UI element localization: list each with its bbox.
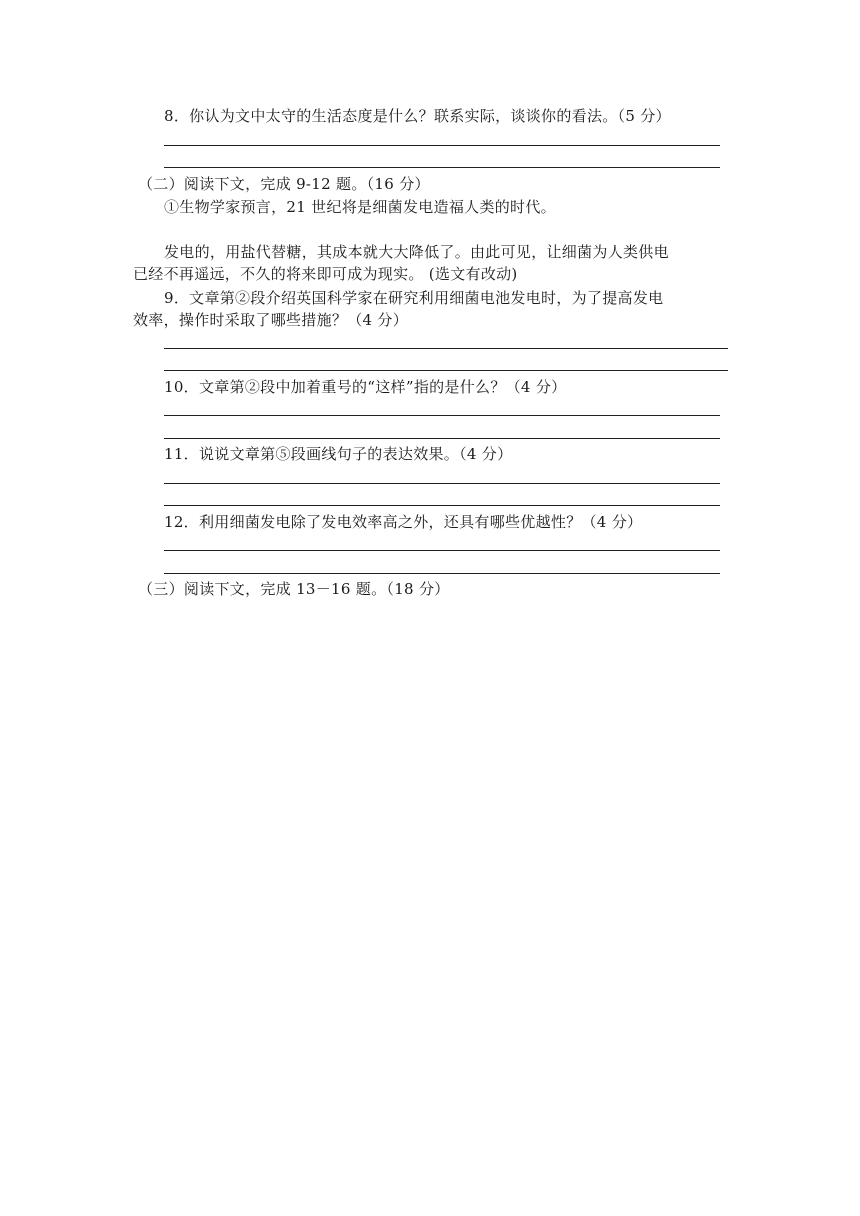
question-9-line-1: 9．文章第②段介绍英国科学家在研究利用细菌电池发电时，为了提高发电 (164, 289, 664, 307)
question-9-line-2: 效率，操作时采取了哪些措施？（4 分） (133, 311, 409, 329)
answer-line[interactable] (164, 505, 720, 506)
answer-line[interactable] (164, 415, 720, 416)
question-10: 10．文章第②段中加着重号的“这样”指的是什么？（4 分） (164, 378, 567, 396)
passage-ending-line-1: 发电的，用盐代替糖，其成本就大大降低了。由此可见，让细菌为人类供电 (164, 243, 669, 261)
answer-line[interactable] (164, 145, 720, 146)
question-11: 11．说说文章第⑤段画线句子的表达效果。（4 分） (164, 445, 513, 463)
passage-paragraph-1: ①生物学家预言，21 世纪将是细菌发电造福人类的时代。 (164, 198, 556, 216)
answer-line[interactable] (164, 573, 720, 574)
answer-line[interactable] (164, 167, 720, 168)
answer-line[interactable] (164, 370, 728, 371)
section-3-heading: （三）阅读下文，完成 13－16 题。（18 分） (138, 580, 450, 598)
answer-line[interactable] (164, 550, 720, 551)
answer-line[interactable] (164, 348, 728, 349)
answer-line[interactable] (164, 438, 720, 439)
answer-line[interactable] (164, 483, 720, 484)
question-12: 12．利用细菌发电除了发电效率高之外，还具有哪些优越性？（4 分） (164, 513, 643, 531)
passage-ending-line-2: 已经不再遥远，不久的将来即可成为现实。 (选文有改动) (133, 265, 518, 283)
question-8: 8．你认为文中太守的生活态度是什么？联系实际，谈谈你的看法。（5 分） (164, 107, 671, 125)
section-2-heading: （二）阅读下文，完成 9-12 题。（16 分） (138, 175, 430, 193)
